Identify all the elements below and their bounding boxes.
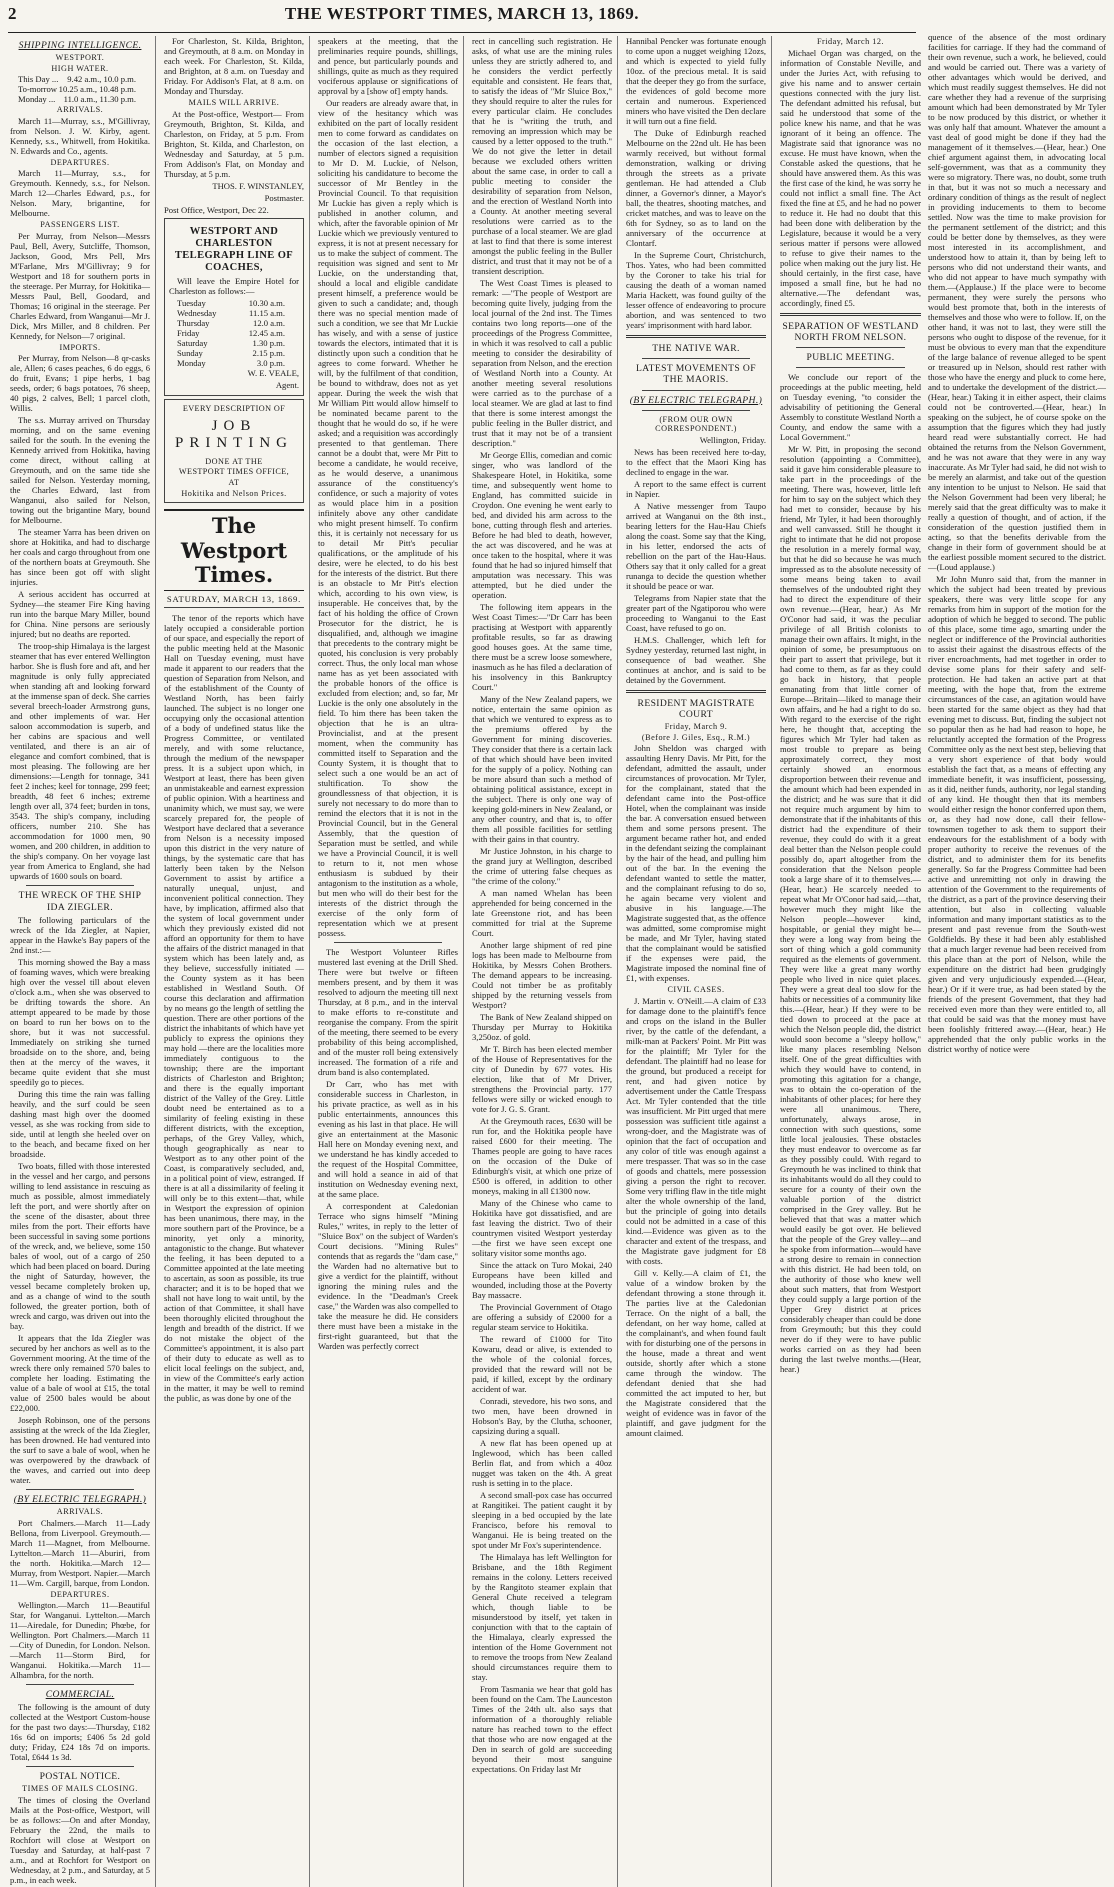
job-printing-title: JOB PRINTING xyxy=(175,417,293,452)
column-6 xyxy=(778,36,926,1887)
coach-time-row: Wednesday 11.15 a.m. xyxy=(177,308,285,319)
commercial-heading: COMMERCIAL. xyxy=(45,1689,115,1701)
divider xyxy=(642,410,750,411)
native-war-heading: THE NATIVE WAR. xyxy=(652,343,740,354)
paragraph: Dr Carr, who has met with considerable success in Charleston, in his private practice, as well as in his public entertainments, announces this evening as his last in that place. He will give an entertainment at the Masonic Hall here on Monday evening next, and we understand he has kindly acceded to the request of the Hospital Committee, and will hold a seance in aid of that institution on Wednesday evening next, at the same place. xyxy=(318,1079,458,1199)
paragraph: The Duke of Edinburgh reached Melbourne on the 22nd ult. He has been warmly received, but without formal demonstration, walking or driving through the streets as a private gentleman. He had attended a Club dinner, a Governor's dinner, a Mayor's ball, the theatres, shooting matches, and cricket matches, and was to leave on the 6th for Sydney, so as to land on the anniversary of the occurrence at Clontarf. xyxy=(626,128,766,248)
divider xyxy=(334,942,442,943)
postal-heading: POSTAL NOTICE. xyxy=(39,1771,121,1783)
rm-court-heading: RESIDENT MAGISTRATE COURT xyxy=(637,697,755,720)
paragraph: Many of the New Zealand papers, we notice, entertain the same opinion as that which we ventured to express as to the premiums offered by the Government for mining discoveries. They consider that there is a certain lack of that which should have been invited for the supply of a policy. Nothing can be more absurd than such a method of obtaining political assistance, except in the subject. There is only one way of keeping gold-miners in New Zealand, or any other country, and that is, to offer them all possible facilities for settling with their gains in that country. xyxy=(472,694,612,844)
telegraph-heading: (BY ELECTRIC TELEGRAPH.) xyxy=(629,394,763,406)
paragraph: The Provincial Government of Otago are offering a subsidy of £2000 for a regular steam service to Hokitika. xyxy=(472,1302,612,1332)
paragraph: From Tasmania we hear that gold has been found on the Cam. The Launceston Times of the 24th ult. also says that information of a thoroughly reliable nature has reached town to the effect that those who are now engaged at the Den in search of gold are succeeding beyond their most sanguine expectations. On Friday last Mr xyxy=(472,1684,612,1774)
postmaster-name: THOS. F. WINSTANLEY, xyxy=(212,180,304,191)
public-meeting-heading: PUBLIC MEETING. xyxy=(806,351,895,363)
paragraph: A second small-pox case has occurred at Rangitikei. The patient caught it by sleeping in a bed occupied by the late Francisco, before his removal to Wanganui. He is being treated on the spot under Mr Fox's superintendence. xyxy=(472,1490,612,1550)
arrivals-subhead: ARRIVALS. xyxy=(56,105,104,115)
paragraph: Mr W. Pitt, in proposing the second resolution (appointing a Committee), said it gave him considerable pleasure to take part in the proceedings of the meeting. There was, however, little left for him to say on the subject which they had met to consider, because by his friend, Mr Tyler, it had been thoroughly and well canvassed. Still he thought it right to intimate that he did not propose the resolution in a merely formal way, but that he did so because he was much impressed as to the absolute necessity of some means being taken to avail themselves of the undoubted right they had to direct the expenditure of their own revenue.—(Hear, hear.) As Mr O'Conor had said, it was the peculiar privilege of all British colonists to manage their own affairs. It might, in the opinion of some, be presumptuous on their part to assert that privilege, but it had come to them, as far as they could go back in history, that people emanating from that little corner of Europe—Britain—liked to manage their own affairs, and he had a right to do so. With regard to the exercise of the right here, he thought that, accepting the figures which Mr Tyler had taken as most trouble to prepare as being approximately correct, they most certainly showed an enormous disproportion between their revenue and the amount which had been expended in the district; and he was sure that it did not require much argument by him to demonstrate that if the inhabitants of this district had the expenditure of their revenue, they could do with it a great deal better than the Nelson people could possibly do, apart altogether from the consideration that the Nelson people took a large share of it to themselves.—(Hear, hear.) He scarcely needed to repeat what Mr O'Conor had said,—that, however much they might like the Nelson people—however kind, hospitable, or genial they might be—they were a long way from being the sort of thing which a gold community required as the elements of government. They were like a great many worthy people who lived in nice quiet places. They were a great deal too slow for the habits or necessities of a community like this.—(Hear, hear.) If they were to be tied down to proceed at the pace at which the Nelson people did, the district would soon become a "sleepy hollow," like many places resembling Nelson itself. One of the great difficulties with which they would have to contend, in promoting this agitation for a change, was to obtain the co-operation of the inhabitants of other places; for here they were all unanimous. There, unfortunately, always arose, in connection with such questions, some little local jealousies. These obstacles they must endeavor to overcome as far as they possibly could. With regard to Greymouth he was inclined to think that its inhabitants would do all they could to secure for a county of their own the valuable portion of the district comprised in the Grey valley. But he believed that that was a matter which would easily be got over. He believed that the people of the Grey valley—and he spoke from information—would have a strong desire to remain in connection with this district. He had been told, on the authority of those who knew well about such matters, that from Westport they could supply a large portion of the Upper Grey district at prices considerably cheaper than could be done from Greymouth; but this they could never do if they were to have public works carried on as they had been during the last twelve months.—(Hear, hear.) xyxy=(780,444,921,1375)
coaches-advert xyxy=(164,218,304,397)
divider xyxy=(796,347,905,348)
divider xyxy=(642,358,750,359)
departures-subhead: DEPARTURES. xyxy=(50,1589,110,1599)
coach-time-row: Friday 12.45 a.m. xyxy=(177,328,285,339)
coach-time-row: Saturday 1.30 p.m. xyxy=(177,338,285,349)
divider xyxy=(796,367,905,368)
paragraph: speakers at the meeting, that the preliminaries require pounds, shillings, and pence, but particularly pounds and shillings, quite as much as they required vociferous applause or significations of approval by a [show of] empty hands. xyxy=(318,36,458,96)
paragraph: Telegrams from Napier state that the greater part of the Ngatiporou who were proceeding to Wanganui to the East Coast, have refused to go on. xyxy=(626,592,766,633)
office-name: WESTPORT TIMES OFFICE, xyxy=(178,467,290,477)
paragraph: Another large shipment of red pine logs has been made to Melbourne from Hokitika, by Messrs Cohen Brothers. The demand appears to be increasing. Could not timber be as profitably shipped by the returning vessels from Westport? xyxy=(472,940,612,1010)
tide-row: Monday ... 11.0 a.m., 11.30 p.m. xyxy=(18,94,136,105)
masthead xyxy=(8,4,916,33)
paragraph: Hannibal Pencker was fortunate enough to come upon a nugget weighing 12ozs, and which is expected to yield fully 10oz. of the precious metal. It is said that the deeper they go from the surface, the evidences of gold become more certain and numerous. Experienced miners who have visited the Den declare it will turn out a fine field. xyxy=(626,36,766,126)
paragraph: A man named Whelan has been apprehended for being concerned in the late Greenstone riot, and has been committed for trial at the Supreme Court. xyxy=(472,888,612,938)
paragraph: Port Chalmers.—March 11—Lady Bellona, from Liverpool. Greymouth.—March 11—Magnet, from Melbourne. Lyttelton.—March 11—Aburiri, from the north. Hokitika.—March 12—Murray, from Westport. Napier.—March 11—Wm. Cargill, barque, from London. xyxy=(10,1517,150,1588)
friday-subhead: Friday, March 12. xyxy=(816,37,885,46)
divider xyxy=(26,1766,134,1767)
tide-row: To-morrow 10.25 a.m., 10.48 p.m. xyxy=(18,84,136,95)
paragraph: Michael Organ was charged, on the information of Constable Neville, and under the Juries Act, with refusing to give his name and to answer certain questions connected with the jury list. The defendant admitted his refusal, but said he understood that some of the police knew his name, and that he was ignorant of it being an offence. The Magistrate said that ignorance was no excuse. He must have known, when the Constable asked the questions, that he should have answered them. As this was the first case of the kind, he was sorry he could not inflict a small fine. The Act fixed the fine at £5, and he had no power to reduce it. He had no doubt that this had been done with deliberation by the Legislature, because it would be a very serious matter if persons were allowed to refuse to give their names to the police when making out the jury list. He should certainly, in the first case, have imposed a small fine, but he had no alternative.—The defendant was, accordingly, fined £5. xyxy=(780,47,921,308)
paragraph: A new flat has been opened up at Inglewood, which has been called Berlin flat, and from which a 40oz nugget was taken on the 4th. A great rush is setting in to the place. xyxy=(472,1438,612,1488)
civil-cases-subhead: CIVIL CASES. xyxy=(667,985,725,995)
paragraph: The steamer Yarra has been driven on shore at Hokitika, and had to discharge her coals and cargo throughout from one of the northern boats at Greymouth. She has since been got off with slight injuries. xyxy=(10,527,150,588)
latest-movements-heading: LATEST MOVEMENTS OF THE MAORIS. xyxy=(636,363,756,386)
divider xyxy=(26,1684,134,1685)
paragraph: Gill v. Kelly.—A claim of £1, the value of a window broken by the defendant throwing a stone through it. The parties live at the Caledonian Terrace. On the night of a ball, the defendant, on her way home, called at the complainant's, and when found fault with for disturbing one of the persons in the house, made a threat and went outside, shortly after which a stone came through the window. The defendant denied that she had committed the act imputed to her, but the Magistrate considered that the weight of evidence was in favor of the plaintiff, and gave judgment for the amount claimed. xyxy=(626,1267,766,1438)
passengers-text: Per Murray, from Nelson—Messrs Paul, Bell, Avery, Sutcliffe, Thomson, Jackson, Good, Mrs Pell, Mrs M'Farlane, Mrs M'Gillivray; 9 for Westport and 18 for southern ports in the steerage. Per Murray, for Hokitika—Messrs Paul, Bell, Goodard, and Thomas; 16 original in the steerage. Per Charles Edward, from Wanganui—Mr J. Dick, Mrs Miller, and 8 children. Per Kennedy, for Nelson—7 original. xyxy=(10,230,150,341)
imports-subhead: IMPORTS. xyxy=(59,342,101,352)
paragraph: The s.s. Murray arrived on Thursday morning, and on the same evening sailed for the south. In the evening the Kennedy arrived from Hokitika, having come direct, without calling at Greymouth, and on the same tide she sailed for Nelson. Yesterday morning, the Charles Edward, last from Wanganui, also sailed for Nelson, towing out the brigantine Mary, bound for Melbourne. xyxy=(10,415,150,526)
paragraph: The reward of £1000 for Tito Kowaru, dead or alive, is extended to the whole of the colonial forces, provided that the reward will not be paid, if killed, except by the ordinary accident of war. xyxy=(472,1334,612,1394)
paragraph: quence of the absence of the most ordinary facilities for carriage. If they had the command of their own revenue, such a work, he believed, could and would be carried out. There was a variety of other advantages which would be derived, and which must readily suggest themselves. He did not care whether they had a revenue of the surprising amount which had been demonstrated by Mr Tyler to be now produced by this district, or whether it was only half that amount. Whatever the amount a vast deal of good might be done if they had the management of it themselves.—(Hear, hear.) One chief argument against them, in advocating local self-government, was that as a community they were so migratory. There was, no doubt, some truth in that, but it was not so much a necessary and ordinary condition of things as the result of neglect in providing inducements to them to become settled. Now was the time to make provision for the permanent settlement of the district; and this could be better done by themselves, as they were most interested in its accomplishment, and understood how to attain it, than by being left to persons who did not understand their wants, and who did not appear to have much sympathy with them.—(Applause.) If the place were to become permanent, they were surely the persons who would best promote that, both in the interests of themselves and those who were to follow. If, on the other hand, it was not to last, they were still the persons who ought to dispose of the revenue, for it must be obvious to every man that the expenditure of the large balance of revenue alleged to be spent or treasured up in Nelson, should rest rather with those who have the energy and pluck to come here, and to undertake the development of the district.—(Hear, hear.) Taking it in either aspect, their claims could not be controverted.—(Hear, hear.) In speaking on the subject, he of course spoke on the assumption that the figures which they had justly heard read were substantially correct. He had obtained the returns from the Nelson Government, and he was not aware that they were in any way inaccurate. As Mr Tyler had said, he did not wish to be merely an alarmist, and take out of the question any intention to be unjust to Nelson. He said that the Nelson Government had been very liberal; he merely said that the great difficulty was to make it really a question of thought, and of action, if the consideration of the question justified them in acting, so that the benefits derivable from the change in their form of government should be at the earliest possible moment secured to the district.—(Loud applause.) xyxy=(928,32,1106,572)
paragraph: rect in cancelling such registration. He asks, of what use are the mining rules unless they are strictly adhered to, and he considers the verdict perfectly equitable and consistent. He fears that, to satisfy the ideas of "Mr Sluice Box," they should require to alter the rules for every particular claim. He concludes that he is "writing the truth, and removing an impression which may be caused by a letter opposed to the truth." We do not give the letter in detail because we excluded others written about the same case, in order to call a public meeting to consider the desirability of separation from Nelson, and the erection of Westland North into a County. At another meeting several resolutions were carried as to the purchase of a local steamer. We are glad at last to find that there is some interest amongst the public feeling in the Buller district, and trust that it may not be of a transient description. xyxy=(472,36,612,276)
columns xyxy=(8,36,921,1885)
postmaster-title: Postmaster. xyxy=(264,192,304,203)
column-7 xyxy=(928,32,1106,1416)
divider xyxy=(626,335,766,338)
paragraph: During this time the rain was falling heavily, and the surf could be seen dashing mast high over the doomed vessel, as she was rocking from side to side, until at length she heeled over on to the beach, and became fixed on her broadside. xyxy=(10,1088,150,1159)
paragraph: In the Supreme Court, Christchurch, Thos. Yates, who had been committed by the Coroner to take his trial for causing the death of a woman named Maria Hackett, was found guilty of the lesser offence of endeavoring to procure abortion, and was sentenced to two years' imprisonment with hard labor. xyxy=(626,250,766,330)
tide-row: This Day ... 9.42 a.m., 10.0 p.m. xyxy=(18,74,136,85)
paragraph: A report to the same effect is current in Napier. xyxy=(626,478,766,499)
column-2 xyxy=(162,36,310,1887)
paragraph: For Charleston, St. Kilda, Brighton, and Greymouth, at 8 a.m. on Monday in each week. For Charleston, St. Kilda, and Brighton, at 8 a.m. on Tuesday and Friday. For Addison's Flat, at 8 a.m. on Monday and Thursday. xyxy=(164,36,304,96)
leader-paragraph: The tenor of the reports which have lately occupied a considerable portion of our space, and especially the report of the public meeting held at the Masonic Hall on Tuesday evening, must have made it apparent to our readers that the question of Separation from Nelson, and of the establishment of the County of Westland North, has been fairly launched. The subject is no longer one occupying only the occasional attention of a body of undefined status like the Progress Committee, or ventilated merely, and with some reluctance, through the medium of the newspaper press. It is a subject upon which, in Westport at least, there has been given an unmistakeable and earnest expression of public opinion. With a heartiness and unanimity which, we must say, we were scarcely prepared for, the people of Westport have declared that a severance from Nelson is a necessity imposed upon this district in the very nature of things, by the systematic care that has latterly been taken by the Nelson Government to assist by artifice a naturally unequal, unjust, and inconvenient political connection. They have, by implication, affirmed also that the system of local government under which they previously existed did not afford an opportunity for them to have the affairs of the district managed in that system which has been lately and, as they believe, successfully initiated — the County system as it has been established in Westland South. Of course this declaration and affirmation by no means go the length of settling the question. There are other portions of the district the inhabitants of which have yet publicly to express the opinions they may hold —there are the localities more immediately contiguous to the township; there are the important districts of Charleston and Brighton; and there is the equally important district of the Valley of the Grey. Little doubt need be entertained as to a similarity of feeling existing in these different districts, with the exception, perhaps, of the Grey Valley, which, though geographically as near to Westport as to any other point of the Coast, is comparatively secluded, and, in a political point of view, estranged. If there is at all a dissimilarity of feeling it will only be to this extent—that, while in Westport the expression of opinion has been unanimous, there may, in the more southern part of the Province, be a minority, yet only a minority, antagonistic to the change. But whatever the feeling, it has been deputed to a Committee appointed at the late meeting to ascertain, as soon as possible, its true character; and it is to be hoped that we shall not have long to wait until, by the action of that Committee, it shall have been thoroughly elicited throughout the length and breadth of the district. If we do not mistake the object of the Committee's appointment, it is also part of their duty to educate as well as to elicit local feelings on the subject, and, in view of the Committee's early action in the matter, it may be well to remind the public, as was done by one of the xyxy=(164,613,304,1404)
paragraph: A correspondent at Caledonian Terrace who signs himself "Mining Rules," writes, in reply to the letter of "Sluice Box" on the subject of Warden's Court decisions. "Mining Rules" contends that as regards the "dam case," the Warden had no alternative but to give a verdict for the plaintiff, without ignoring the mining rules and the evidence. In the "Deadman's Creek case," the Warden was also compelled to take the measure he did. He considers there must have been a mistake in the first-right guaranteed, but that the Warden was perfectly correct xyxy=(318,1201,458,1351)
paragraph: John Sheldon was charged with assaulting Henry Davis. Mr Pitt, for the defendant, admitted the assault, under circumstances of provocation. Mr Tyler, for the complainant, stated that the defendant came into the Post-office Hotel, when the complainant was inside the bar. A conversation ensued between them and some persons present. The argument became rather hot, and ended in the defendant seizing the complainant by the hair of the head, and pulling him out of the bar. In the evening the defendant wanted to settle the matter, and the complainant refusing to do so, he again became very violent and abusive in his language.—The Magistrate suggested that, as the offence was admitted, some compromise might be made, and Mr Tyler, having stated that the complainant would be satisfied if the expenses were paid, the Magistrate imposed the nominal fine of £1, with expenses. xyxy=(626,743,766,984)
paragraph: Wellington.—March 11—Beautiful Star, for Wanganui. Lyttelton.—March 11—Airedale, for Dunedin; Phœbe, for Wellington. Port Chalmers.—March 11—City of Dunedin, for London. Nelson.—March 11—Storm Bird, for Wanganui. Hokitika.—March 11—Alhambra, for the north. xyxy=(10,1600,150,1681)
paragraph: This morning showed the Bay a mass of foaming waves, which were breaking high over the vessel till about eleven o'clock a.m., when she was observed to be drifting towards the shore. An attempt appeared to be made by those on board to run her bows on to the shore, but it was not successful. Immediately on striking she turned broadside on to the shore, and, being then at the mercy of the waves, it became quite evident that she must speedily go to pieces. xyxy=(10,956,150,1087)
divider xyxy=(26,1489,134,1490)
paragraph: It appears that the Ida Ziegler was secured by her anchors as well as to the Government mooring. At the time of the wreck there only remained 570 bales to complete her loading. Estimating the value of a bale of wool at £15, the total value of 2500 bales would be about £22,000. xyxy=(10,1332,150,1413)
separation-heading: SEPARATION OF WESTLAND NORTH FROM NELSON. xyxy=(782,320,919,343)
paragraph: The times of closing the Overland Mails at the Post-office, Westport, will be as follows:—On and after Monday, February the 22nd, the mails to Rochfort will close at Westport on Tuesday and Saturday, at half-past 7 a.m., and at Rochfort for Westport on Wednesday, at 2 p.m., and Saturday, at 5 p.m., in each week. xyxy=(10,1794,150,1885)
dateline: Wellington, Friday. xyxy=(699,434,766,445)
rm-court-before: (Before J. Giles, Esq., R.M.) xyxy=(641,732,751,742)
imports-text: Per Murray, from Nelson—8 qr-casks ale, Allen; 6 cases peaches, 6 do eggs, 6 do fruit, Evans; 1 pipe herbs, 1 bag seeds, order; 6 bags potatoes, 76 sheep, 40 pigs, 2 calves, Bell; 1 parcel cloth, Willis. xyxy=(10,353,150,414)
page-number: 2 xyxy=(8,4,17,23)
paragraph: J. Martin v. O'Neill.—A claim of £33 for damage done to the plaintiff's fence and crops on the island in the Buller river, by the cattle of the defendant, a milk-man at Packers' Point. Mr Pitt was for the plaintiff; Mr Tyler for the defendant. The plaintiff had no lease for the ground, but produced a receipt for rent, and had given notice by advertisement under the Cattle Trespass Act. Mr Tyler contended that the title was insufficient. Mr Pitt urged that mere possession was sufficient title against a wrong-doer, and the Magistrate was of opinion that the fact of occupation and any color of title was enough against a mere trespasser. That was so in the case of goods and chattels, mere possession giving a person the right to recover. Some very trifling flaw in the title might alter the whole ownership of the land, but the principle of going into details could not be admitted in a case of this kind.—Evidence was given as to the character and extent of the trespass, and the Magistrate gave judgment for £8 with costs. xyxy=(626,995,766,1266)
paragraph: The Bank of New Zealand shipped on Thursday per Murray to Hokitika 3,250oz. of gold. xyxy=(472,1012,612,1042)
passengers-subhead: PASSENGERS LIST. xyxy=(40,220,120,230)
shipping-heading: SHIPPING INTELLIGENCE. xyxy=(18,40,142,51)
column-3 xyxy=(316,36,464,1887)
paragraph: Since the attack on Turo Mokai, 240 Europeans have been killed and wounded, including those at the Poverty Bay massacre. xyxy=(472,1260,612,1300)
done-at: DONE AT THE xyxy=(205,456,263,466)
own-correspondent: (FROM OUR OWN CORRESPONDENT.) xyxy=(655,414,737,434)
paragraph: Mr Justice Johnston, in his charge to the grand jury at Wellington, described the crime of uttering false cheques as "the crime of the colony." xyxy=(472,846,612,886)
at-label: AT xyxy=(228,478,240,487)
high-water-subhead: HIGH WATER. xyxy=(51,63,109,73)
paragraph: The following is the amount of duty collected at the Westport Custom-house for the past two days:—Thursday, £182 16s 6d on imports; £406 5s 2d gold duty; Friday, £24 18s 7d on imports. Total, £644 1s 3d. xyxy=(10,1702,150,1763)
paragraph: Mr John Munro said that, from the manner in which the subject had been treated by previous speakers, there was very little scope for any remarks from him in support of the motion for the adoption of which he begged to second. The public of this place, some time ago, smarting under the neglect or indifference of the Provincial authorities to assist their against the disastrous effects of the river encroachments, had met together in order to devise some plans for their safety and self-protection. He had taken an active part at that meeting, with the hope that, from the extreme circumstances of the case, an agitation would have been started for the same object as they had that evening met to discuss. But, finding the subject not so popular then as he had had reason to hope, he reluctantly accepted the formation of the Progress Committee only as the next best step, believing that a very short experience of that body would establish the fact that, as a means of effecting any immediate benefit, it was insufficient, possessing, as it did, neither funds, authority, nor legal standing of any kind. He thought then that its members would either resign the honor conferred upon them, or, as they had now done, call their fellow-townsmen together to ask them to support their endeavours for the establishment of a body with proper authority to receive the revenues of the district, and to administer them for its benefits generally. So far the Progress Committee had been active and unremitting not only in drawing the attention of the Government to the requirements of the district, as a part of the province deserving their attention, but also in collecting valuable information and many important statistics as to the present and past revenue from the South-west Goldfields. By these it had been ably established that a much larger revenue had been received from this place than at the port of Nelson, while the expenditure on the district had been grudgingly given and very unjudiciously expended.—(Hear, hear.) Or if it were true, as had been stated by the friends of the present Government, that they had received even more than they were entitled to, all that could be said was that the money must have been foolishly frittered away.—(Hear, hear.) He apprehended that the only public works in the district worthy of notice were xyxy=(928,574,1106,1054)
paragraph: Conradi, stevedore, his two sons, and two men, have been drowned in Hobson's Bay, by the Clutha, schooner, capsizing during a squall. xyxy=(472,1396,612,1436)
postoffice-date: Post Office, Westport, Dec 22. xyxy=(164,204,269,215)
column-5 xyxy=(624,36,772,1887)
coach-agent-title: Agent. xyxy=(275,380,299,391)
paragraph: News has been received here to-day, to the effect that the Maori King has declined to engage in the war. xyxy=(626,446,766,477)
rm-court-date: Friday, March 9. xyxy=(664,722,728,732)
paragraph: Our readers are already aware that, in view of the hesitancy which was exhibited on the part of locally resident men to come forward as candidates on the occasion of the last election, a number of electors signed a requisition to Mr D. M. Luckie, of Nelson, soliciting his candidature to become the successor of Mr Bentley in the Provincial Council. To that requisition Mr Luckie has given a reply which is published in another column, and which, after the favorable opinion of Mr Luckie which we previously ventured to express, it is not at present necessary for us to make the subject of comment. The requisition was signed and sent to Mr Luckie, on the understanding that, should a local and eligible candidate present himself, a preference would be given to such a candidate; and, though there was no special mention made of such a condition, we see that Mr Luckie has wisely, and with a sense of justice towards the electors, intimated that it is distinctly upon such a condition that he agrees to come forward. Whether he will, by the fulfilment of that condition, be bound to withdraw, does not as yet appear. During the week the wish that Mr William Pitt would allow himself to be nominated became parent to the thought that he would do so, if he were asked; and a requisition was accordingly presented to that gentleman. There cannot be a doubt that, were Mr Pitt to become a candidate, he would receive, as he would deserve, a unanimous assurance of the constituency's confidence, or such a majority of votes as would place him in a position infinitely above any other candidate who might present himself. To confirm this, it is certainly not necessary for us to detail Mr Pitt's peculiar qualifications, or the amplitude of his desire, were he elected, to do his best for the interests of the district. But there is an obstacle to Mr Pitt's election which, according to his own view, is insuperable. He conceives that, by the fact of his holding the office of Crown Prosecutor for the district, he is disqualified, and, although we imagine that precedents to the contrary might be quoted, his conclusion is very probably correct. Thus, the only local man whose name has as yet been associated with the probable honors of the office is excluded from election; and, so far, Mr Luckie is the only one absolutely in the field. To him there has been taken the objection that he is an ultra-Provincialist, and at the present moment, when the community has committed itself to Separation and the County System, it is thought that to select such a one would be an act of stultification. To show the groundlessness of that objection, it is surely not necessary to do more than to remind the electors that it is not in the Provincial Council, but in the General Assembly, that the question of Separation must be settled, and while we have a Provincial Council, it is well to return to it, not men whose enthusiasm is subdued by their antagonism to the institution as a whole, but men who will do their best for the interests of the district through the exercise of the only form of representation which we at present possess. xyxy=(318,98,458,938)
divider xyxy=(642,390,750,391)
masthead-title: THE WESTPORT TIMES, MARCH 13, 1869. xyxy=(284,4,640,23)
column-4 xyxy=(470,36,618,1887)
divider xyxy=(626,690,766,693)
every-description: EVERY DESCRIPTION OF xyxy=(182,404,286,414)
paragraph: The troop-ship Himalaya is the largest steamer that has ever entered Wellington harbor. She is flush fore and aft, and her magnitude is only fully appreciated when standing aft and looking forward at the immense span of deck. She carries several breech-loader Armstrong guns, and other implements of war. Her saloon accommodation is superb, and her cabins are spacious and well ventilated, and there is an air of elegance and comfort combined, that is most pleasing. The following are her dimensions:—Length for tonnage, 341 feet 2 inches; keel for tonnage, 299 feet; breadth, 48 feet 6 inches; extreme length over all, 374 feet; burden in tons, 3543. The ship's company, including officers, number 210. She has accommodation for 1000 men, 90 women, and 200 children, in addition to the ship's company. On her voyage last year from America to England, she had upwards of 1600 souls on board. xyxy=(10,641,150,882)
paragraph: The Himalaya has left Wellington for Brisbane, and the 18th Regiment remains in the colony. Letters received by the Rangitoto steamer explain that General Chute received a telegram which, though liable to be misunderstood by itself, yet taken in conjunction with that to the captain of the Himalaya, clearly expressed the intention of the Home Government not to remove the troops from New Zealand should circumstances require them to stay. xyxy=(472,1552,612,1682)
coaches-heading: WESTPORT AND CHARLESTON TELEGRAPH LINE OF COACHES, xyxy=(174,225,294,274)
paragraph: Two boats, filled with those interested in the vessel and her cargo, and persons willing to lend assistance in rescuing as much as possible, almost immediately left the port, and were shortly after on the scene of the disaster, about three miles from the port. Their efforts have been successful in saving some portions of the wreck, and, we believe, some 150 bales of wool, out of a cargo of 250 which had been placed on board. During the night of Saturday, however, the vessel became completely broken up, and as a change of wind to the south followed, the greater portion, both of wreck and cargo, was driven out into the bay. xyxy=(10,1160,150,1331)
paragraph: The following particulars of the wreck of the Ida Ziegler, at Napier, appear in the Hawke's Bay papers of the 2nd inst.:— xyxy=(10,914,150,955)
prices-note: Hokitika and Nelson Prices. xyxy=(181,488,287,498)
paragraph: Joseph Robinson, one of the persons assisting at the wreck of the Ida Ziegler, has been drowned. He had ventured into the surf to save a bale of wool, when he was overpowered by the drawback of the waves, and carried out into deep water. xyxy=(10,1414,150,1485)
paragraph: Mr George Ellis, comedian and comic singer, who was landlord of the Shakespeare Hotel, in Hokitika, some time, and subsequently went home to England, has committed suicide in Croydon. One evening he went early to bed, and divided his arm across to the bone, cutting through flesh and arteries. Before he had bled to death, however, the act was discovered, and he was at once taken to the hospital, where it was found that he had so injured himself that amputation was necessary. This was attempted, but he died under the operation. xyxy=(472,450,612,600)
coach-agent-name: W. E. VEALE, xyxy=(247,368,299,379)
arrivals-subhead: ARRIVALS. xyxy=(56,1506,104,1516)
wreck-heading: THE WRECK OF THE SHIP IDA ZIEGLER. xyxy=(18,890,142,913)
job-printing-advert xyxy=(164,399,304,503)
paragraph: Will leave the Empire Hotel for Charleston as follows:— xyxy=(169,276,299,297)
departures-text: March 11—Murray, s.s., for Greymouth. Kennedy, s.s., for Nelson. March 12—Charles Edward, p.s., for Nelson. Mary, brigantine, for Melbourne. xyxy=(10,168,150,219)
issue-date: SATURDAY, MARCH 13, 1869. xyxy=(164,594,304,608)
paragraph: A Native messenger from Taupo arrived at Wanganui on the 8th inst., bearing letters for the Hau-Hau Chiefs along the coast. Some say that the King, in his letter, endorsed the acts of rebellion on the part of the Hau-Haus. Others say that it only called for a great runanga to decide the question whether it should be peace or war. xyxy=(626,500,766,591)
paragraph: The Westport Volunteer Rifles mustered last evening at the Drill Shed. There were but twelve or fifteen members present, and by them it was resolved to adjourn the meeting till next Thursday, at 8 p.m., and in the interval to make efforts to re-constitute and reorganise the company. From the spirit of the meeting, there seemed to be every probability of this being accomplished, and of the muster roll being extensively increased. The formation of a rife and drum band is also contemplated. xyxy=(318,947,458,1077)
paragraph: Mr T. Birch has been elected member of the House of Representatives for the city of Dunedin by 677 votes. His election, like that of Mr Driver, strengthens the Provincial party. 177 fellows were silly or wicked enough to vote for J. G. S. Grant. xyxy=(472,1044,612,1114)
coach-time-row: Monday 3.0 p.m. xyxy=(177,358,285,369)
paragraph: We conclude our report of the proceedings at the public meeting, held on Tuesday evening, "to consider the advisability of petitioning the General Assembly to constitute Westland North a County, and endow the same with a Local Government." xyxy=(780,372,921,443)
paragraph: A serious accident has occurred at Sydney—the steamer Fire King having run into the barque Mary Miller, bound for China. Nine persons are seriously injured; but no deaths are reported. xyxy=(10,589,150,640)
paragraph: H.M.S. Challenger, which left for Sydney yesterday, returned last night, in consequence of bad weather. She continues at anchor, and is said to be detained by the Government. xyxy=(626,634,766,685)
mails-arrive-subhead: MAILS WILL ARRIVE. xyxy=(188,98,280,107)
departures-subhead: DEPARTURES. xyxy=(50,157,110,167)
column-1 xyxy=(8,36,156,1887)
westport-subhead: WESTPORT. xyxy=(55,53,105,63)
paragraph: At the Greymouth races, £630 will be run for, and the Hokitika people have raised £600 for their meeting. The Thames people are going to have races on the occasion of the Duke of Edinburgh's visit, at which one prize of £500 is offered, in addition to other moneys, making in all £1300 now. xyxy=(472,1116,612,1196)
divider xyxy=(780,313,921,316)
coach-time-row: Thursday 12.0 a.m. xyxy=(177,318,285,329)
newspaper-flag: The Westport Times. xyxy=(164,509,304,591)
arrivals-text: March 11—Murray, s.s., M'Gillivray, from Nelson. J. W. Kirby, agent. Kennedy, s.s., Whitwell, from Hokitika. N. Edwards and Co., agents. xyxy=(10,115,150,156)
telegraph-heading: (BY ELECTRIC TELEGRAPH.) xyxy=(13,1493,147,1505)
coach-time-row: Sunday 2.15 p.m. xyxy=(177,348,285,359)
divider xyxy=(26,885,134,886)
paragraph: The West Coast Times is pleased to remark: —"The people of Westport are becoming quite lively, judging from the local journal of the 2nd inst. The Times contains two long reports—one of the proceedings of the Progress Committee, in which it was resolved to call a public meeting to consider the desirability of separation from Nelson, and the erection of Westland North into a County. At another meeting several resolutions were carried as to the purchase of a local steamer. We are glad at last to find that there is some interest amongst the public feeling in the Buller district, and trust that it may not be of a transient description." xyxy=(472,278,612,448)
coach-time-row: Tuesday 10.30 a.m. xyxy=(177,298,285,309)
paragraph: The following item appears in the West Coast Times:—"Dr Carr has been practising at Westport with apparently profitable results, so far as drawing good houses goes. At the same time, there must be a screw loose somewhere, inasmuch as he has filed a declaration of his insolvency in this Bankruptcy Court." xyxy=(472,602,612,692)
postal-subhead: TIMES OF MAILS CLOSING. xyxy=(22,1784,138,1794)
paragraph: Many of the Chinese who came to Hokitika have got dissatisfied, and are fast leaving the district. Two of their countrymen visited Westport yesterday—the first we have seen except one solitary visitor some months ago. xyxy=(472,1198,612,1258)
paragraph: At the Post-office, Westport— From Greymouth, Brighton, St. Kilda, and Charleston, on Friday, at 5 p.m. From Brighton, St. Kilda, and Charleston, on Wednesday and Saturday, at 5 p.m. From Addison's Flat, on Monday and Thursday, at 5 p.m. xyxy=(164,108,304,179)
